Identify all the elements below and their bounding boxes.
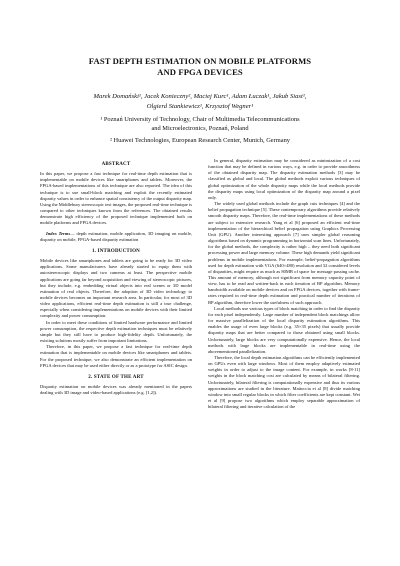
index-terms xyxy=(40,231,192,243)
abstract-heading: ABSTRACT xyxy=(101,162,131,167)
right-paragraph-2: The widely used global methods include the graph cuts techniques [4] and the belief propagation technique [5]. These contemporary algorithms provide relatively smooth disparity maps. Therefore, the real-time implementations of these methods are subject to extensive research. Yang et al [6] proposed an efficient real-time implementation of the hierarchical belief propagation using Graphics Processing Unit (GPU). Another interesting approach [7] uses simpler global reasoning algorithms based on dynamic programming in horizontal scan lines. Unfortunately, for the global methods, the complexity is rather high – they need both significant processing power and large memory volume. These high demands yield significant problems in mobile implementations. For example, belief-propagation algorithms used for depth estimation with VGA (640×480) resolution and 32 considered levels of disparities, might require as much as 80MB of space for message passing cache. This amount of memory, although not significant from memory capacity point of view, has to be read and written-back in each iteration of BP algorithm. Memory bandwidth available on mobile devices and on FPGA devices, together with frame-rates required in real-time depth estimation and practical number of iterations of BP algorithm, therefore lower the usefulness of such approach. xyxy=(208,201,360,305)
abstract-text: In this paper, we propose a fast technique for real-time depth estimation that is implementable on mobile devices like smartphones and tablets. Moreover, the FPGA-based implementations of this technique are also reported. The idea of this technique is to use small-block matching and exploit the recently estimated disparity values in order to enhance spatial consistency of the output disparity map. Using the Middlebury stereoscopic test images, the proposed real-time technique is compared to other techniques known from the references. The obtained results demonstrate high efficiency of the proposed technique implemented both on mobile platforms and FPGA devices. xyxy=(40,171,192,226)
affiliation-1-line-2: and Microelectronics, Poznań, Poland xyxy=(151,125,249,132)
authors-line-1: Marek Domański¹, Jacek Konieczny², Maciej Kurc¹, Adam Łuczak¹, Jakub Siast¹, xyxy=(93,93,307,100)
affiliation-1-line-1: ¹ Poznań University of Technology, Chair of Multimedia Telecommunications xyxy=(100,116,300,123)
intro-paragraph-2: In order to meet these conditions of limited hardware performance and limited power consumption, the respective depth estimation techniques must be relatively simple but they still have to produce high-fidelity depth. Unfortunately, the existing solutions mostly suffer from important limitations. xyxy=(40,319,192,344)
authors-line-2: Olgierd Stankiewicz¹, Krzysztof Wegner¹ xyxy=(146,103,254,110)
affiliation-2 xyxy=(40,136,360,145)
state-paragraph-1: Disparity estimation on mobile devices was already mentioned in the papers dealing with 3D image and video-based applications (e.g. [1,2]). xyxy=(40,384,192,396)
intro-paragraph-1: Mobile devices like smartphones and tablets are going to be ready for 3D video applications. Some manufacturers have already started to equip them with autostereoscopic displays and two cameras at least. The perspective mobile applications are going far beyond acquisition and viewing of stereoscopic pictures, but they include, e.g. embedding virtual objects into real scenes or 3D model estimation of real objects. Therefore, the adoption of 3D video technology to mobile devices becomes an important research area. In particular, for most of 3D video applications, efficient real-time depth estimation is still a true challenge, especially when considering implementations on mobile devices with their limited complexity and power consumption. xyxy=(40,258,192,319)
index-terms-text: — depth estimation, mobile application, 3D imaging on mobile, disparity on mobile, FPGA-based disparity estimation xyxy=(40,230,192,242)
author-list xyxy=(40,92,360,112)
title-line-2: AND FPGA DEVICES xyxy=(157,67,243,77)
state-of-the-art-heading: 2. STATE OF THE ART xyxy=(88,374,144,380)
right-paragraph-4: Therefore, the local depth estimation algorithms can be efficiently implemented on GPUs even with large windows. Most of them employ adaptively estimated weights in order to adjust to the image content. For example, in works [8-11] weights in the block matching cost are calculated by means of bilateral filtering. Unfortunately, bilateral filtering is computationally expensive and thus its various approximations are studied in the literature. Mattoccia et al [8] divide matching window into small regular blocks in which filter coefficients are kept constant. Wei et al [9] propose two algorithms which employ separable approximation of bilateral filtering and iterative calculation of the xyxy=(208,355,360,410)
intro-heading: 1. INTRODUCTION xyxy=(91,248,140,254)
affiliation-2-text: ² Huawei Technologies, European Research Center, Munich, Germany xyxy=(110,137,290,144)
title-line-1: FAST DEPTH ESTIMATION ON MOBILE PLATFORMS xyxy=(88,56,312,66)
right-column xyxy=(208,158,360,410)
left-column xyxy=(40,158,192,396)
right-paragraph-3: Local methods use various types of block matching in order to find the disparity for each pixel independently. Large number of independent block matchings allow for massive parallelization of the local disparity estimation algorithms. This enables the usage of even large blocks (e.g. 35×35 pixels) that usually provide disparity maps that are better compared to those obtained using small blocks. Unfortunately, large blocks are very computationally expensive. Hence, the local methods with large blocks are implementable in real-time using the abovementioned parallelization. xyxy=(208,305,360,354)
right-paragraph-1: In general, disparity estimation may be considered as minimization of a cost function that may be defined in various ways, e.g. in order to provide smoothness of the obtained disparity map. The disparity estimation methods [3] may be classified as global and local. The global methods exploit various techniques of global optimization of the whole disparity maps while the local methods provide the disparity maps using local optimization of the disparity map around a pixel only. xyxy=(208,158,360,200)
intro-paragraph-3: Therefore, in this paper, we propose a fast technique for real-time depth estimation that is implementable on mobile devices like smartphones and tablets. For the proposed technique, we also demonstrate an efficient implementation on FPGA devices that may be used either directly or as a prototype for ASIC design. xyxy=(40,344,192,368)
affiliation-1 xyxy=(40,115,360,133)
paper-title xyxy=(40,56,360,78)
index-terms-label: Index Terms xyxy=(46,230,71,236)
